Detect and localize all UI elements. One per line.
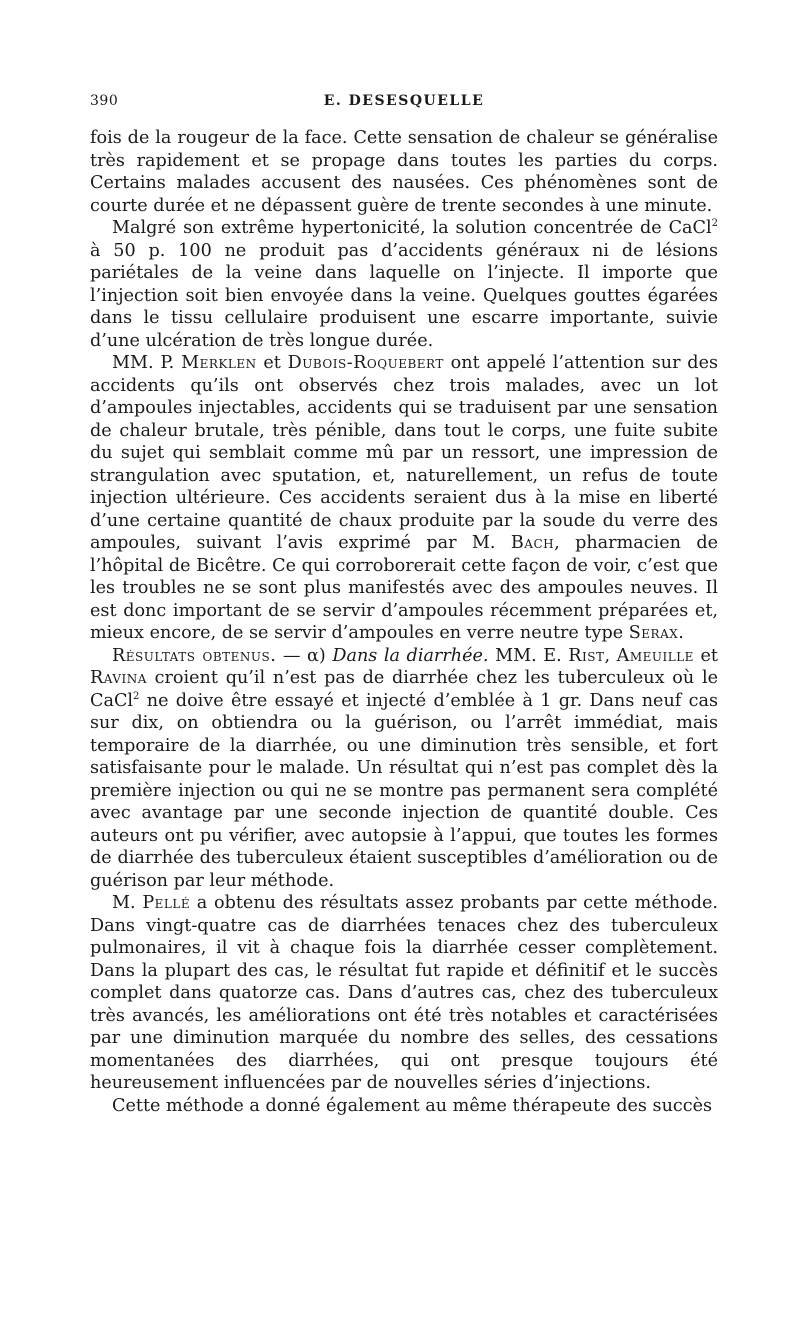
paragraph-3-lead: MM. P.: [112, 353, 182, 373]
author-name: Bach: [510, 533, 555, 553]
separator: ,: [604, 645, 617, 666]
paragraph-3-text-a: ont appelé l’attention sur des accidents qu’ils ont observés chez trois malades, avec un lot d’ampoules injectables, accidents qui se traduisent par une sensation de chaleur brutale, très pénible, dans tout le corps, une fuite subite du sujet qui semblait comme mû par un ressort, une impression de strangulation avec sputation, et, naturellement, un refus de toute injection ultérieure. Ces accidents seraient dus à la mise en liberté d’une certaine quantité de chaux produite par la soude du verre des ampoules, suivant l’avis exprimé par M.: [90, 353, 719, 553]
subsection-title: Dans la diarrhée.: [332, 645, 489, 666]
paragraph-6: [90, 1095, 718, 1118]
paragraph-4: [90, 645, 718, 893]
paragraph-3: [90, 352, 718, 645]
author-name: Ameuille: [616, 645, 694, 666]
brand-name: Serax: [628, 623, 679, 643]
paragraph-3-text-b: , pharmacien de l’hôpital de Bicêtre. Ce qui corroborerait cette façon de voir, c’est que les troubles ne se sont plus manifestés avec des ampoules neuves. Il est donc important de se servir d’ampoules récemment préparées et, mieux encore, de se servir d’ampoules en verre neutre type: [90, 533, 719, 643]
paragraph-1-text: fois de la rougeur de la face. Cette sensation de chaleur se généralise très rapidement et se propage dans toutes les parties du corps. Certains malades accusent des nausées. Ces phénomènes sont de courte durée et ne dépassent guère de trente secondes à une minute.: [90, 128, 718, 216]
conjunction: et: [693, 645, 718, 666]
paragraph-3-text-c: .: [678, 623, 684, 643]
superscript: 2: [711, 218, 718, 230]
paragraph-2-text-b: à 50 p. 100 ne produit pas d’accidents généraux ni de lésions pariétales de la veine dans laquelle on l’injecte. Il importe que l’injection soit bien envoyée dans la veine. Quelques gouttes égarées dans le tissu cellulaire produisent une escarre importante, suivie d’une ulcération de très longue durée.: [90, 240, 718, 351]
author-name: Merklen: [181, 353, 257, 373]
author-name: Pellé: [142, 893, 191, 913]
paragraph-4-text-b: croient qu’il n’est pas de diarrhée chez les tuberculeux où le CaCl: [90, 668, 718, 711]
paragraph-2-text-a: Malgré son extrême hypertonicité, la solution concentrée de CaCl: [112, 218, 712, 238]
paragraph-2: [90, 217, 718, 352]
page-header: [90, 93, 718, 113]
author-name: Dubois-Roquebert: [287, 353, 444, 373]
running-head: E. DESESQUELLE: [323, 93, 485, 109]
page-number: 390: [90, 93, 119, 109]
conjunction: et: [256, 353, 288, 373]
paragraph-5-lead: M.: [112, 893, 143, 913]
paragraph-5: [90, 892, 718, 1095]
superscript: 2: [133, 690, 140, 702]
section-heading: Résultats obtenus.: [112, 645, 277, 666]
paragraph-5-text: a obtenu des résultats assez probants par cette méthode. Dans vingt-quatre cas de diarrhées tenaces chez des tuberculeux pulmonaires, il vit à chaque fois la diarrhée cesser complètement. Dans la plupart des cas, le résultat fut rapide et définitif et le succès complet dans quatorze cas. Dans d’autres cas, chez des tuberculeux très avancés, les améliorations ont été très notables et caractérisées par une diminution marquée du nombre des selles, des cessations momentanées des diarrhées, qui ont presque toujours été heureusement influencées par de nouvelles séries d’injections.: [90, 893, 718, 1093]
author-name: Rist: [568, 645, 605, 666]
paragraph-4-text-c: ne doive être essayé et injecté d’emblée à 1 gr. Dans neuf cas sur dix, on obtiendra ou la guérison, ou l’arrêt immédiat, mais temporaire de la diarrhée, ou une diminution très sensible, et fort satisfaisante pour le malade. Un résultat qui n’est pas complet dès la première injection ou qui ne se montre pas permanent sera complété avec avantage par une seconde injection de quantité double. Ces auteurs ont pu vérifier, avec autopsie à l’appui, que toutes les formes de diarrhée des tuberculeux étaient susceptibles d’amélioration ou de guérison par leur méthode.: [90, 690, 718, 891]
author-name: Ravina: [90, 668, 147, 688]
paragraph-4-text-a: MM. E.: [488, 645, 569, 666]
paragraph-1: [90, 127, 718, 217]
body-text: [90, 127, 718, 1117]
heading-dash: — α): [276, 645, 333, 666]
paragraph-6-text: Cette méthode a donné également au même thérapeute des succès: [112, 1095, 713, 1116]
